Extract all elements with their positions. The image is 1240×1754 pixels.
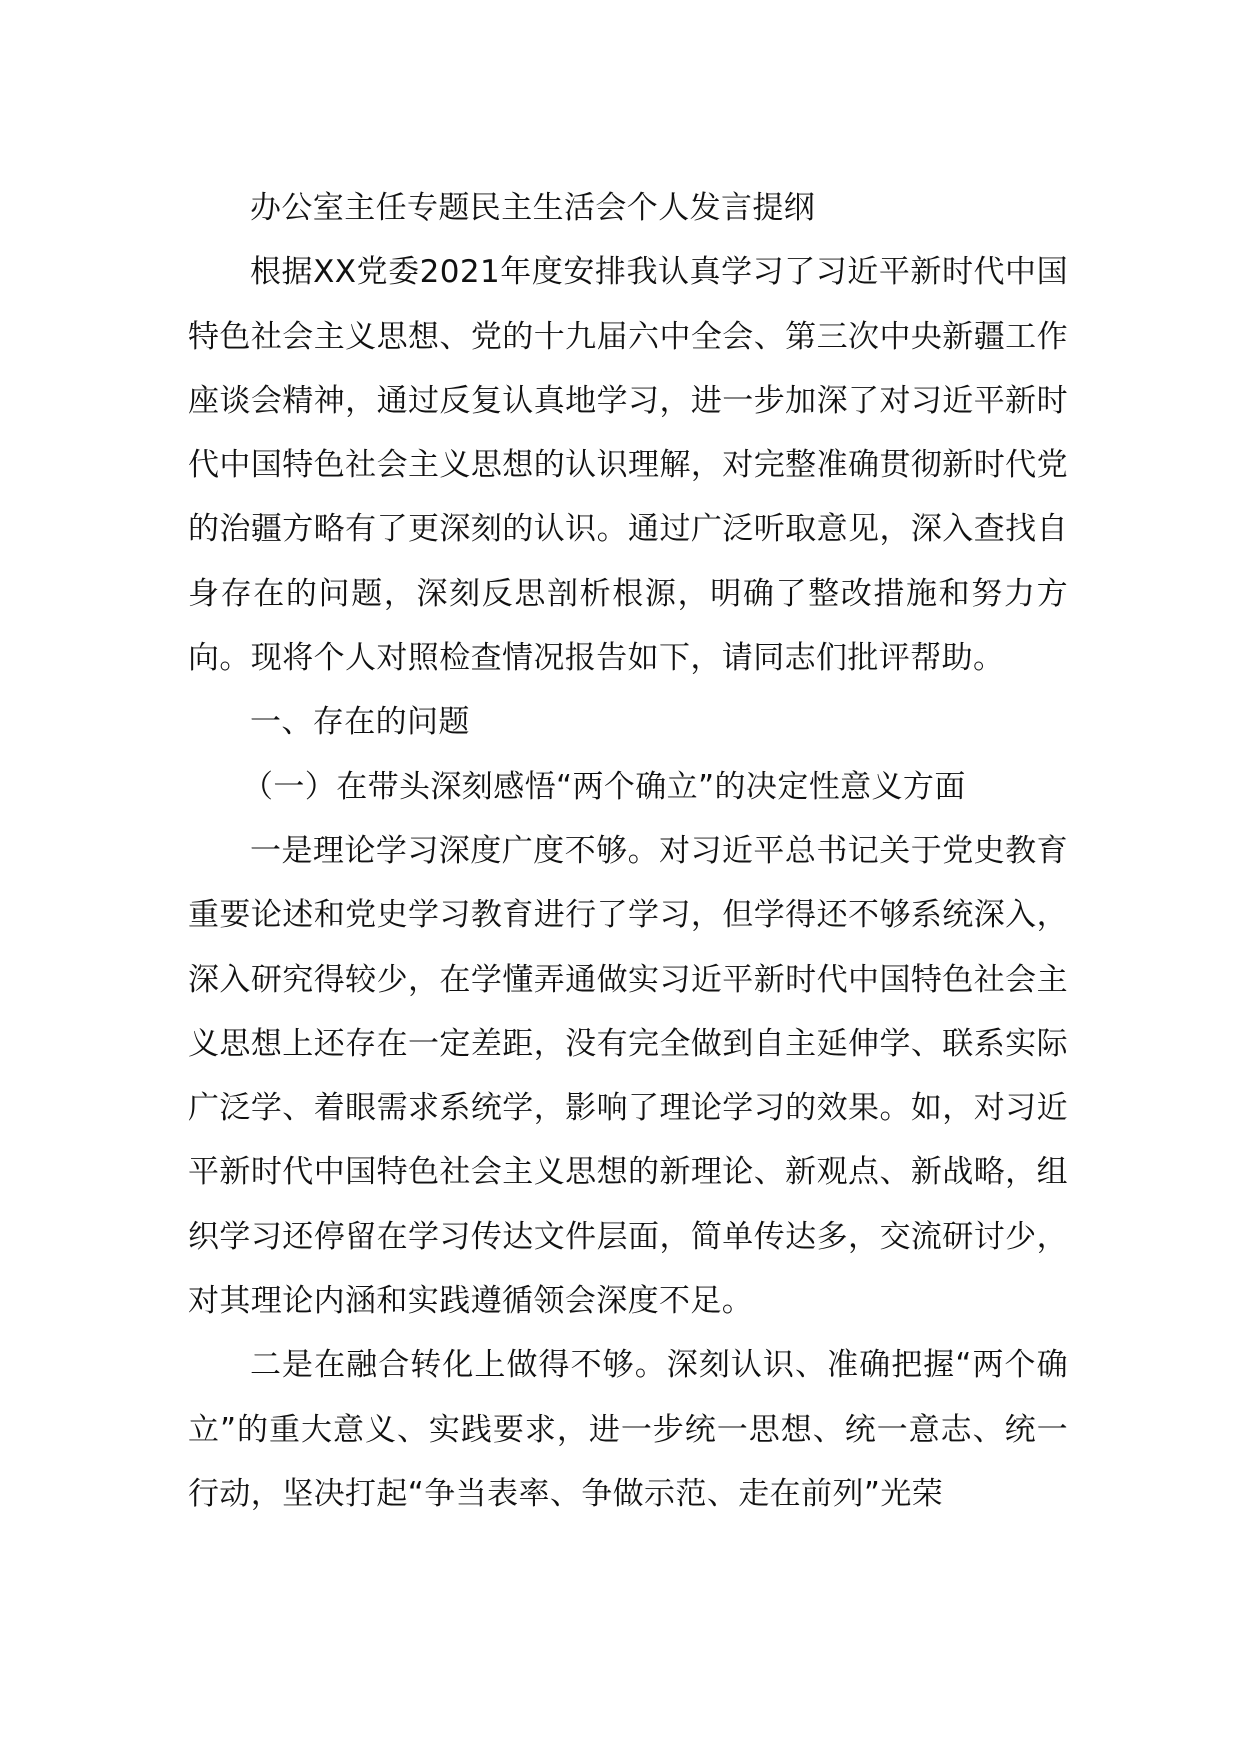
intro-paragraph: 根据XX党委2021年度安排我认真学习了习近平新时代中国特色社会主义思想、党的十九届六中全会、第三次中央新疆工作座谈会精神，通过反复认真地学习，进一步加深了对习近平新时代中国特色社会主义思想的认识理解，对完整准确贯彻新时代党的治疆方略有了更深刻的认识。通过广泛听取意见，深入查找自身存在的问题，深刻反思剖析根源，明确了整改措施和努力方向。现将个人对照检查情况报告如下，请同志们批评帮助。 — [188, 254, 1068, 677]
document-body — [188, 176, 1068, 1526]
subsection-heading: （一）在带头深刻感悟“两个确立”的决定性意义方面 — [242, 768, 966, 805]
point-two-paragraph: 二是在融合转化上做得不够。深刻认识、准确把握“两个确立”的重大意义、实践要求，进一步统一思想、统一意志、统一行动，坚决打起“争当表率、争做示范、走在前列”光荣 — [188, 1347, 1068, 1512]
point-one-paragraph: 一是理论学习深度广度不够。对习近平总书记关于党史教育重要论述和党史学习教育进行了学习，但学得还不够系统深入，深入研究得较少，在学懂弄通做实习近平新时代中国特色社会主义思想上还存在一定差距，没有完全做到自主延伸学、联系实际广泛学、着眼需求系统学，影响了理论学习的效果。如，对习近平新时代中国特色社会主义思想的新理论、新观点、新战略，组织学习还停留在学习传达文件层面，简单传达多，交流研讨少，对其理论内涵和实践遵循领会深度不足。 — [188, 832, 1068, 1320]
document-title: 办公室主任专题民主生活会个人发言提纲 — [250, 190, 816, 226]
section-heading: 一、存在的问题 — [250, 704, 470, 741]
